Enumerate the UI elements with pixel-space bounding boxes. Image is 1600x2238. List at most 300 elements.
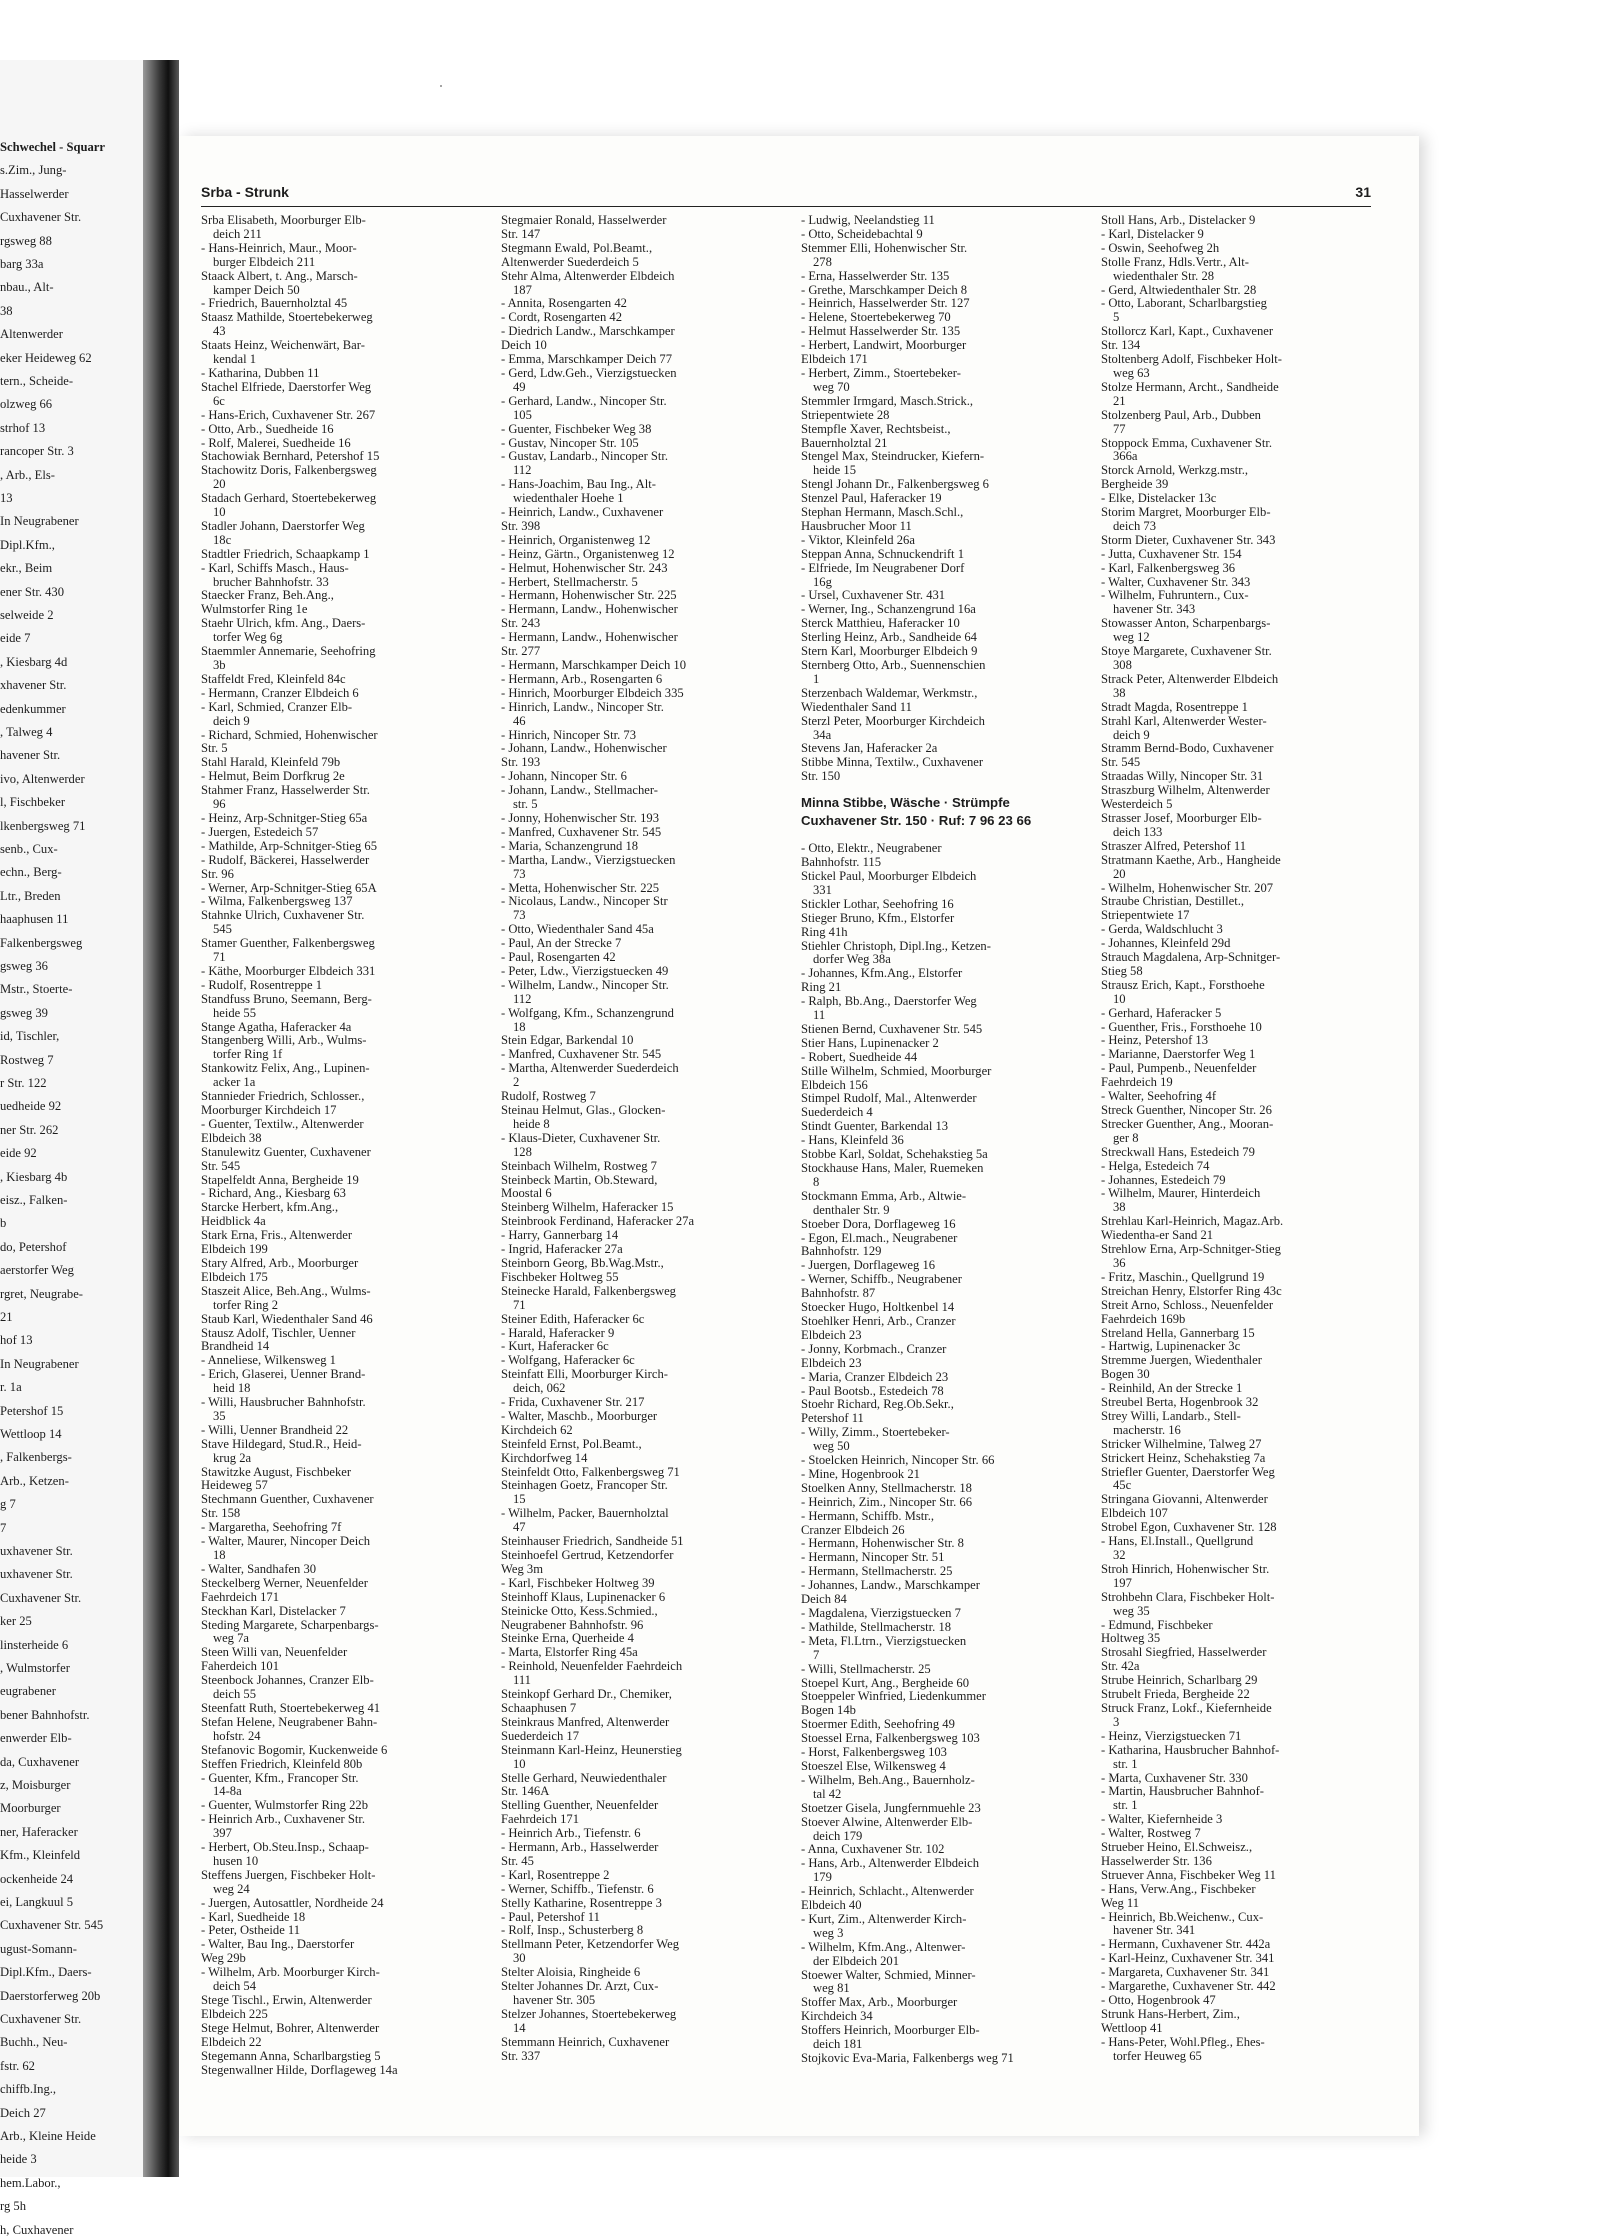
entry-continuation: weg 81 [813, 1981, 850, 1996]
directory-entry: - Martha, Altenwerder Suederdeich [501, 1061, 679, 1076]
directory-entry: - Manfred, Cuxhavener Str. 545 [501, 1047, 662, 1062]
directory-entry: - Paul, An der Strecke 7 [501, 936, 622, 951]
directory-entry: Bogen 30 [1101, 1367, 1150, 1382]
directory-entry: Storck Arnold, Werkzg.mstr., [1101, 463, 1249, 478]
spine-text-fragment: ei, Langkuul 5 [0, 1895, 74, 1909]
directory-entry: - Jutta, Cuxhavener Str. 154 [1101, 546, 1242, 561]
directory-entry: - Stoelcken Heinrich, Nincoper Str. 66 [801, 1453, 995, 1468]
directory-entry: Stege Tischl., Erwin, Altenwerder [201, 1993, 372, 2007]
spine-text-fragment: Daerstorferweg 20b [0, 1988, 101, 2003]
directory-entry: Steinicke Otto, Kess.Schmied., [501, 1603, 658, 1618]
directory-entry: Stoll Hans, Arb., Distelacker 9 [1101, 213, 1256, 227]
directory-entry: Faehrdeich 171 [501, 1812, 579, 1827]
spine-text-fragment: Dipl.Kfm., [0, 537, 55, 552]
directory-entry: Stienen Bernd, Cuxhavener Str. 545 [801, 1021, 983, 1036]
spine-text-fragment: , Wulmstorfer [0, 1661, 70, 1675]
entry-continuation: 308 [1113, 658, 1132, 672]
spine-text-fragment: 21 [0, 1310, 13, 1324]
directory-entry: Stawitzke August, Fischbeker [201, 1464, 352, 1479]
directory-entry: Str. 398 [501, 518, 541, 533]
entry-continuation: weg 24 [213, 1881, 250, 1896]
directory-entry: Stoltenberg Adolf, Fischbeker Holt- [1101, 352, 1282, 367]
directory-entry: - Helmut, Beim Dorfkrug 2e [201, 769, 345, 784]
directory-entry: - Willi, Hausbrucher Bahnhofstr. [201, 1395, 366, 1410]
directory-entry: Str. 146A [501, 1784, 550, 1799]
spine-text-fragment: 38 [0, 303, 13, 318]
spine-text-fragment: edenkummer [0, 701, 66, 716]
scan-top-margin [0, 0, 1600, 60]
directory-entry: Stickler Lothar, Seehofring 16 [801, 896, 954, 911]
directory-entry: Steinbach Wilhelm, Rostweg 7 [501, 1158, 657, 1173]
directory-entry: Strasser Josef, Moorburger Elb- [1101, 810, 1262, 825]
directory-entry: Stier Hans, Lupinenacker 2 [801, 1035, 939, 1050]
advertisement [801, 794, 1076, 830]
directory-entry: - Kurt, Haferacker 6c [501, 1339, 609, 1354]
directory-entry: - Johannes, Landw., Marschkamper [801, 1578, 980, 1593]
entry-continuation: deich 9 [213, 713, 250, 728]
spine-text-fragment: rgret, Neugrabe- [0, 1286, 83, 1301]
directory-entry: - Cordt, Rosengarten 42 [501, 310, 623, 325]
directory-entry: - Kurt, Zim., Altenwerder Kirch- [801, 1911, 967, 1926]
directory-entry: Str. 5 [201, 741, 228, 756]
directory-entry: Srba Elisabeth, Moorburger Elb- [201, 213, 366, 227]
entry-continuation: deich 181 [813, 2037, 863, 2052]
directory-entry: Streckwall Hans, Estedeich 79 [1101, 1144, 1255, 1159]
directory-entry: Stradt Magda, Rosentreppe 1 [1101, 699, 1248, 714]
directory-entry: Stangenberg Willi, Arb., Wulms- [201, 1033, 367, 1048]
directory-entry: - Mathilde, Arp-Schnitger-Stieg 65 [201, 838, 378, 853]
directory-entry: Steinfeld Ernst, Pol.Beamt., [501, 1436, 642, 1451]
directory-entry: Steinfeldt Otto, Falkenbergsweg 71 [501, 1464, 680, 1479]
directory-entry: - Karl-Heinz, Cuxhavener Str. 341 [1101, 1951, 1275, 1966]
directory-entry: - Ursel, Cuxhavener Str. 431 [801, 588, 946, 603]
directory-entry: Steinborn Georg, Bb.Wag.Mstr., [501, 1255, 664, 1270]
directory-entry: Stadler Johann, Daerstorfer Weg [201, 518, 365, 533]
directory-entry: Strey Willi, Landarb., Stell- [1101, 1408, 1241, 1423]
entry-continuation: 111 [513, 1673, 531, 1688]
directory-entry: Wettloop 41 [1101, 2020, 1163, 2035]
directory-entry: Stoye Margarete, Cuxhavener Str. [1101, 644, 1272, 659]
directory-entry: Stratmann Kaethe, Arb., Hangheide [1101, 852, 1281, 867]
entry-continuation: weg 63 [1113, 365, 1150, 380]
directory-entry: Stricker Wilhelmine, Talweg 27 [1101, 1436, 1262, 1451]
directory-entry: Stelling Guenther, Neuenfelder [501, 1798, 659, 1813]
directory-entry: - Heinrich, Bb.Weichenw., Cux- [1101, 1909, 1264, 1924]
directory-entry: - Hermann, Arb., Hasselwerder [501, 1840, 659, 1855]
entry-continuation: 47 [513, 1520, 526, 1535]
directory-entry: Stehr Alma, Altenwerder Elbdeich [501, 268, 675, 283]
spine-text-fragment: Arb., Ketzen- [0, 1473, 69, 1488]
book-spine-shadow [143, 60, 179, 2177]
directory-entry: Staemmler Annemarie, Seehofring [201, 644, 376, 659]
directory-entry: - Hans, Verw.Ang., Fischbeker [1101, 1881, 1256, 1896]
entry-continuation: wiedenthaler Str. 28 [1113, 268, 1215, 283]
directory-entry: - Guenter, Textilw., Altenwerder [201, 1116, 364, 1131]
entry-continuation: 45c [1113, 1478, 1132, 1493]
directory-entry: - Hans, Kleinfeld 36 [801, 1133, 904, 1148]
directory-entry: Stegenwallner Hilde, Dorflageweg 14a [201, 2062, 398, 2077]
directory-entry: Stramm Bernd-Bodo, Cuxhavener [1101, 741, 1274, 756]
directory-entry: - Gustav, Landarb., Nincoper Str. [501, 449, 669, 464]
directory-entry: Stringana Giovanni, Altenwerder [1101, 1492, 1268, 1507]
directory-entry: - Magdalena, Vierzigstuecken 7 [801, 1606, 961, 1620]
spine-text-fragment: r. 1a [0, 1380, 22, 1395]
directory-entry: Ring 41h [801, 924, 848, 939]
directory-entry: - Otto, Elektr., Neugrabener [801, 841, 942, 856]
entry-continuation: deich 54 [213, 1979, 257, 1994]
entry-continuation: torfer Ring 1f [213, 1047, 283, 1062]
directory-entry: - Hermann, Landw., Hohenwischer [501, 630, 678, 645]
spine-text-fragment: Falkenbergsweg [0, 935, 83, 950]
directory-entry: Stapelfeldt Anna, Bergheide 19 [201, 1172, 359, 1187]
directory-entry: - Hinrich, Moorburger Elbdeich 335 [501, 685, 684, 700]
directory-entry: Kirchdeich 34 [801, 2009, 873, 2024]
spine-text-fragment: eide 92 [0, 1146, 37, 1161]
directory-entry: - Heinz, Vierzigstuecken 71 [1101, 1728, 1242, 1743]
spine-text-fragment: Altenwerder [0, 327, 63, 342]
directory-entry: - Reinhold, Neuenfelder Faehrdeich [501, 1659, 683, 1674]
directory-entry: Strube Heinrich, Scharlbarg 29 [1101, 1673, 1258, 1688]
spine-text-fragment: g 7 [0, 1497, 16, 1512]
directory-entry: - Hans-Peter, Wohl.Pfleg., Ehes- [1101, 2034, 1265, 2049]
directory-entry: Stern Karl, Moorburger Elbdeich 9 [801, 644, 978, 659]
entry-continuation: 545 [213, 922, 232, 937]
directory-entry: - Hermann, Cranzer Elbdeich 6 [201, 685, 359, 700]
entry-continuation: 73 [513, 866, 526, 881]
directory-entry: - Annita, Rosengarten 42 [501, 296, 627, 311]
directory-entry: Bergheide 39 [1101, 477, 1169, 492]
spine-text-fragment: eide 7 [0, 631, 31, 646]
directory-entry: Steppan Anna, Schnuckendrift 1 [801, 546, 964, 561]
entry-continuation: 38 [1113, 1200, 1126, 1215]
entry-continuation: deich 9 [1113, 727, 1150, 742]
directory-entry: Stickel Paul, Moorburger Elbdeich [801, 868, 977, 883]
spine-text-fragment: Kfm., Kleinfeld [0, 1848, 81, 1863]
directory-entry: Stoppock Emma, Cuxhavener Str. [1101, 435, 1273, 450]
entry-continuation: heide 15 [813, 463, 857, 478]
entry-continuation: torfer Heuweg 65 [1113, 2048, 1202, 2063]
directory-entry: Stollorcz Karl, Kapt., Cuxhavener [1101, 324, 1274, 339]
entry-continuation: 21 [1113, 393, 1126, 408]
directory-entry: Brandheid 14 [201, 1339, 270, 1354]
directory-entry: - Rudolf, Bäckerei, Hasselwerder [201, 852, 370, 867]
directory-entry: - Katharina, Dubben 11 [201, 365, 320, 380]
directory-entry: - Hermann, Marschkamper Deich 10 [501, 658, 686, 672]
directory-entry: - Margareta, Cuxhavener Str. 341 [1101, 1965, 1270, 1980]
spine-text-fragment: uedheide 92 [0, 1099, 62, 1114]
directory-entry: Stechmann Guenther, Cuxhavener [201, 1492, 374, 1507]
entry-continuation: 331 [813, 882, 832, 897]
directory-entry: Stoepel Kurt, Ang., Bergheide 60 [801, 1675, 970, 1690]
spine-text-fragment: Wettloop 14 [0, 1427, 62, 1441]
directory-entry: Steinhauser Friedrich, Sandheide 51 [501, 1534, 684, 1549]
directory-entry: - Heinrich Arb., Tiefenstr. 6 [501, 1826, 641, 1841]
spine-text-fragment: , Falkenbergs- [0, 1450, 72, 1465]
entry-continuation: deich 73 [1113, 518, 1157, 533]
directory-entry: Sternberg Otto, Arb., Suennenschien [801, 658, 986, 672]
entry-continuation: 187 [513, 282, 532, 297]
directory-entry: Streichan Henry, Elstorfer Ring 43c [1101, 1283, 1282, 1298]
entry-continuation: 34a [813, 727, 832, 742]
entry-continuation: burger Elbdeich 211 [213, 254, 316, 269]
directory-entry: - Walter, Cuxhavener Str. 343 [1101, 574, 1251, 589]
entry-continuation: deich 133 [1113, 824, 1163, 839]
entry-continuation: 14 [513, 2020, 526, 2035]
directory-entry: - Otto, Hogenbrook 47 [1101, 1993, 1216, 2007]
entry-continuation: str. 1 [1113, 1798, 1138, 1813]
entry-continuation: 3 [1113, 1714, 1120, 1729]
directory-entry: - Elfriede, Im Neugrabener Dorf [801, 560, 965, 575]
directory-entry: - Wilma, Falkenbergsweg 137 [201, 894, 353, 909]
directory-entry: Stellmann Peter, Ketzendorfer Weg [501, 1937, 679, 1952]
spine-text-fragment: 7 [0, 1520, 7, 1535]
directory-entry: Strehlau Karl-Heinrich, Magaz.Arb. [1101, 1214, 1284, 1229]
spine-text-fragment: bener Bahnhofstr. [0, 1707, 90, 1722]
directory-entry: - Katharina, Hausbrucher Bahnhof- [1101, 1742, 1280, 1757]
directory-entry: - Hans-Joachim, Bau Ing., Alt- [501, 477, 656, 492]
directory-entry: - Mine, Hogenbrook 21 [801, 1466, 920, 1481]
entry-continuation: tal 42 [813, 1786, 842, 1801]
directory-entry: Heideweg 57 [201, 1478, 268, 1493]
directory-entry: Storm Dieter, Cuxhavener Str. 343 [1101, 532, 1276, 547]
directory-entry: Staehr Ulrich, kfm. Ang., Daers- [201, 616, 366, 631]
entry-continuation: 10 [213, 505, 226, 520]
entry-continuation: 46 [513, 713, 526, 728]
directory-entry: - Hermann, Landw., Hohenwischer [501, 602, 678, 617]
directory-entry: Straube Christian, Destillet., [1101, 894, 1245, 909]
directory-entry: Striefler Guenter, Daerstorfer Weg [1101, 1464, 1275, 1479]
directory-entry: - Karl, Rosentreppe 2 [501, 1867, 610, 1882]
directory-entry: Straszer Alfred, Petershof 11 [1101, 838, 1247, 853]
directory-entry: - Karl, Suedheide 18 [201, 1909, 306, 1924]
directory-entry: Steinkopf Gerhard Dr., Chemiker, [501, 1687, 672, 1702]
directory-entry: - Hermann, Arb., Rosengarten 6 [501, 671, 663, 686]
directory-entry: Stremme Juergen, Wiedenthaler [1101, 1353, 1262, 1368]
entry-continuation: 278 [813, 254, 832, 269]
spine-text-fragment: nbau., Alt- [0, 280, 54, 295]
directory-entry: Strecker Guenther, Ang., Mooran- [1101, 1116, 1274, 1131]
directory-entry: Stegmann Ewald, Pol.Beamt., [501, 240, 653, 255]
directory-entry: - Maria, Cranzer Elbdeich 23 [801, 1369, 949, 1384]
spine-text-fragment: ner Str. 262 [0, 1122, 59, 1137]
directory-entry: Steffens Juergen, Fischbeker Holt- [201, 1867, 376, 1882]
spine-text-fragment: uxhavener Str. [0, 1544, 73, 1558]
spine-text-fragment: Petershof 15 [0, 1403, 64, 1418]
entry-continuation: havener Str. 305 [513, 1993, 596, 2007]
page-number: 31 [1355, 184, 1371, 200]
directory-entry: Str. 150 [801, 769, 841, 784]
directory-entry: Striepentwiete 28 [801, 407, 890, 422]
directory-entry: Staub Karl, Wiedenthaler Sand 46 [201, 1311, 373, 1326]
spine-text-fragment: , Kiesbarg 4b [0, 1169, 68, 1184]
directory-entry: Str. 337 [501, 2048, 541, 2063]
spine-text-fragment: lkenbergsweg 71 [0, 818, 86, 833]
directory-entry: Sterling Heinz, Arb., Sandheide 64 [801, 630, 977, 645]
entry-continuation: 197 [1113, 1575, 1132, 1590]
directory-entry: Deich 84 [801, 1592, 847, 1607]
entry-continuation: macherstr. 16 [1113, 1422, 1181, 1437]
spine-text-fragment: Rostweg 7 [0, 1052, 54, 1067]
directory-entry: Cranzer Elbdeich 26 [801, 1522, 905, 1537]
entry-continuation: 5 [1113, 310, 1120, 325]
directory-entry: - Johann, Landw., Hohenwischer [501, 741, 667, 756]
entry-continuation: 105 [513, 407, 532, 422]
directory-column-2 [501, 214, 776, 2064]
directory-entry: Stockmann Emma, Arb., Altwie- [801, 1188, 967, 1203]
directory-entry: Stoehr Richard, Reg.Ob.Sekr., [801, 1397, 954, 1412]
directory-entry: - Gerd, Altwiedenthaler Str. 28 [1101, 282, 1257, 297]
directory-entry: - Karl, Distelacker 9 [1101, 226, 1204, 241]
directory-entry: Faehrdeich 171 [201, 1589, 279, 1604]
directory-entry: Strausz Erich, Kapt., Forsthoehe [1101, 977, 1265, 992]
directory-entry: - Margarethe, Cuxhavener Str. 442 [1101, 1979, 1276, 1994]
entry-continuation: krug 2a [213, 1450, 252, 1465]
directory-entry: Strubelt Frieda, Bergheide 22 [1101, 1687, 1250, 1702]
directory-entry: Staecker Franz, Beh.Ang., [201, 588, 334, 603]
directory-entry: Staasz Mathilde, Stoertebekerweg [201, 310, 373, 325]
entry-continuation: 32 [1113, 1548, 1126, 1562]
directory-entry: - Johann, Landw., Stellmacher- [501, 783, 659, 798]
directory-entry: - Manfred, Cuxhavener Str. 545 [501, 824, 662, 839]
spine-text-fragment: In Neugrabener [0, 1356, 79, 1371]
directory-entry: Elbdeich 22 [201, 2034, 262, 2049]
directory-entry: Strickert Heinz, Schehakstieg 7a [1101, 1450, 1266, 1465]
directory-entry: Stark Erna, Fris., Altenwerder [201, 1228, 353, 1243]
directory-entry: Elbdeich 23 [801, 1327, 862, 1342]
entry-continuation: heide 8 [513, 1116, 550, 1131]
directory-entry: Strehlow Erna, Arp-Schnitger-Stieg [1101, 1242, 1281, 1257]
directory-entry: - Werner, Schiffb., Tiefenstr. 6 [501, 1881, 654, 1896]
directory-entry: Steinau Helmut, Glas., Glocken- [501, 1103, 666, 1117]
directory-entry: Wulmstorfer Ring 1e [201, 602, 308, 617]
directory-entry: - Harry, Gannerbarg 14 [501, 1228, 619, 1243]
directory-entry: - Ludwig, Neelandstieg 11 [801, 213, 935, 227]
directory-entry: Stegmaier Ronald, Hasselwerder [501, 213, 667, 227]
directory-entry: - Wolfgang, Haferacker 6c [501, 1353, 635, 1368]
spine-text-fragment: Buchh., Neu- [0, 2035, 68, 2050]
entry-continuation: weg 50 [813, 1439, 850, 1454]
directory-entry: Striepentwiete 17 [1101, 908, 1190, 923]
directory-entry: - Johann, Nincoper Str. 6 [501, 769, 627, 784]
directory-entry: Stindt Guenter, Barkendal 13 [801, 1119, 949, 1134]
directory-entry: Holtweg 35 [1101, 1631, 1161, 1646]
directory-entry: - Egon, El.mach., Neugrabener [801, 1230, 958, 1245]
directory-entry: - Marianne, Daerstorfer Weg 1 [1101, 1047, 1256, 1062]
running-head: Srba - Strunk [201, 184, 289, 200]
directory-entry: Stadtler Friedrich, Schaapkamp 1 [201, 546, 370, 561]
spine-text-fragment: Mstr., Stoerte- [0, 982, 73, 997]
directory-entry: - Herbert, Zimm., Stoertebeker- [801, 365, 961, 380]
directory-entry: Stanulewitz Guenter, Cuxhavener [201, 1144, 371, 1159]
directory-entry: Sterzl Peter, Moorburger Kirchdeich [801, 713, 985, 728]
directory-entry: Elbdeich 40 [801, 1898, 862, 1913]
directory-entry: - Paul, Pumpenb., Neuenfelder [1101, 1061, 1257, 1076]
entry-continuation: 20 [213, 477, 226, 492]
directory-entry: Stoffer Max, Arb., Moorburger [801, 1995, 958, 2010]
entry-continuation: 77 [1113, 421, 1126, 436]
directory-entry: Stoelken Anny, Stellmacherstr. 18 [801, 1480, 972, 1495]
directory-entry: Strack Peter, Altenwerder Elbdeich [1101, 671, 1279, 686]
directory-entry: Streubel Berta, Hogenbrook 32 [1101, 1395, 1259, 1410]
spine-text-fragment: Dipl.Kfm., Daers- [0, 1965, 92, 1980]
directory-entry: Elbdeich 156 [801, 1077, 868, 1092]
entry-continuation: weg 7a [213, 1631, 250, 1646]
directory-column-3 [801, 214, 1076, 2066]
directory-entry: - Werner, Arp-Schnitger-Stieg 65A [201, 880, 377, 895]
directory-entry: Straadas Willy, Nincoper Str. 31 [1101, 769, 1264, 784]
directory-entry: - Emma, Marschkamper Deich 77 [501, 352, 673, 367]
spine-text-fragment: uxhavener Str. [0, 1567, 73, 1582]
directory-entry: Bauernholztal 21 [801, 435, 888, 450]
spine-text-fragment: s.Zim., Jung- [0, 163, 67, 178]
spine-text-fragment: ockenheide 24 [0, 1871, 74, 1886]
directory-entry: Elbdeich 23 [801, 1355, 862, 1370]
directory-entry: - Hermann, Cuxhavener Str. 442a [1101, 1937, 1271, 1952]
directory-entry: Steinberg Wilhelm, Haferacker 15 [501, 1200, 674, 1215]
directory-entry: Stahl Harald, Kleinfeld 79b [201, 755, 341, 770]
directory-entry: - Wilhelm, Kfm.Ang., Altenwer- [801, 1939, 966, 1954]
entry-continuation: 397 [213, 1826, 232, 1841]
entry-continuation: 11 [813, 1008, 826, 1023]
directory-entry: - Walter, Seehofring 4f [1101, 1089, 1217, 1104]
directory-entry: - Marta, Cuxhavener Str. 330 [1101, 1770, 1248, 1785]
directory-entry: Staats Heinz, Weichenwärt, Bar- [201, 338, 365, 353]
dust-speck [440, 85, 442, 87]
directory-entry: - Juergen, Estedeich 57 [201, 824, 319, 839]
directory-entry: Deich 10 [501, 338, 547, 353]
directory-entry: - Nicolaus, Landw., Nincoper Str [501, 894, 668, 909]
directory-entry: - Wilhelm, Maurer, Hinterdeich [1101, 1186, 1261, 1201]
spine-text-fragment: z, Moisburger [0, 1778, 71, 1792]
directory-entry: Steckhan Karl, Distelacker 7 [201, 1603, 346, 1618]
spine-text-fragment: Cuxhavener Str. [0, 210, 82, 225]
directory-entry: Steffen Friedrich, Kleinfeld 80b [201, 1756, 363, 1771]
directory-entry: Stannieder Friedrich, Schlosser., [201, 1089, 365, 1104]
spine-text-fragment: Arb., Kleine Heide [0, 2129, 96, 2143]
directory-entry: Streland Hella, Gannerbarg 15 [1101, 1325, 1255, 1340]
spine-text-fragment: selweide 2 [0, 608, 54, 622]
directory-entry: - Fritz, Maschin., Quellgrund 19 [1101, 1269, 1265, 1284]
directory-entry: Staffeldt Fred, Kleinfeld 84c [201, 671, 346, 686]
spine-text-fragment: strhof 13 [0, 420, 46, 435]
directory-entry: Stoewer Walter, Schmied, Minner- [801, 1967, 976, 1982]
directory-entry: - Klaus-Dieter, Cuxhavener Str. [501, 1130, 661, 1145]
entry-continuation: 18 [213, 1548, 226, 1562]
directory-entry: - Käthe, Moorburger Elbdeich 331 [201, 963, 376, 978]
directory-entry: - Paul, Rosengarten 42 [501, 950, 616, 965]
entry-continuation: husen 10 [213, 1853, 259, 1868]
directory-entry: Steen Willi van, Neuenfelder [201, 1645, 348, 1660]
directory-entry: Faehrdeich 169b [1101, 1311, 1186, 1326]
directory-entry: - Frida, Cuxhavener Str. 217 [501, 1395, 645, 1410]
directory-entry: - Viktor, Kleinfeld 26a [801, 532, 915, 547]
directory-entry: - Johannes, Kfm.Ang., Elstorfer [801, 966, 963, 981]
spine-text-fragment: 13 [0, 491, 13, 505]
directory-entry: - Helene, Stoertebekerweg 70 [801, 310, 951, 325]
directory-entry: Elbdeich 225 [201, 2006, 268, 2021]
directory-entry: - Diedrich Landw., Marschkamper [501, 324, 675, 339]
spine-text-fragment: In Neugrabener [0, 514, 79, 529]
directory-entry: Stobbe Karl, Soldat, Schehakstieg 5a [801, 1147, 988, 1162]
directory-entry: Stemmer Elli, Hohenwischer Str. [801, 240, 968, 255]
spine-text-fragment: senb., Cux- [0, 842, 58, 856]
directory-entry: Ring 21 [801, 980, 842, 995]
directory-entry: Kirchdeich 62 [501, 1422, 573, 1437]
advertisement-line: Minna Stibbe, Wäsche · Strümpfe [801, 795, 1010, 811]
directory-entry: - Karl, Falkenbergsweg 36 [1101, 560, 1236, 575]
entry-continuation: 7 [813, 1647, 820, 1662]
directory-entry: Steenbock Johannes, Cranzer Elb- [201, 1673, 374, 1688]
